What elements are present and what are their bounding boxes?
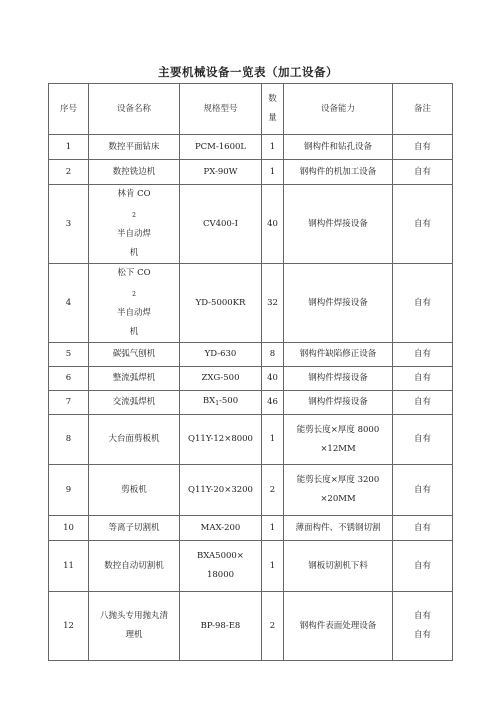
cell-remark: 自有 自有 (393, 592, 453, 661)
cell-capability: 钢构件焊接设备 (284, 185, 393, 264)
cell-model: $BX_1-500$ (180, 391, 262, 415)
cell-name: 剪板机 (89, 465, 180, 516)
cell-qty: 40 (262, 185, 284, 264)
cell-qty: 1 (262, 516, 284, 541)
cell-no: 6 (49, 367, 89, 391)
cell-model: Q11Y-20×3200 (180, 465, 262, 516)
cell-model: CV400-I (180, 185, 262, 264)
cell-model: Q11Y-12×8000 (180, 415, 262, 465)
cell-remark: 自有 (393, 541, 453, 592)
table-row (49, 516, 453, 541)
cell-model: PCM-1600L (180, 135, 262, 160)
header-no: 序号 (49, 84, 89, 135)
cell-qty: 1 (262, 415, 284, 465)
cell-no: 7 (49, 391, 89, 415)
cell-remark: 自有 (393, 160, 453, 185)
header-capability: 设备能力 (284, 84, 393, 135)
cell-no: 4 (49, 264, 89, 343)
cell-capability: 钢构件缺陷修正设备 (284, 343, 393, 367)
cell-name: 数控自动切割机 (89, 541, 180, 592)
cell-no: 10 (49, 516, 89, 541)
cell-model: PX-90W (180, 160, 262, 185)
cell-name: 大台面剪板机 (89, 415, 180, 465)
cell-model: YD-630 (180, 343, 262, 367)
table-row (49, 343, 453, 367)
header-model: 规格型号 (180, 84, 262, 135)
header-name: 设备名称 (89, 84, 180, 135)
table-row (49, 264, 453, 343)
table-row (49, 160, 453, 185)
cell-remark: 自有 (393, 185, 453, 264)
header-remark: 备注 (393, 84, 453, 135)
cell-no: 5 (49, 343, 89, 367)
cell-name: 八抛头专用抛丸清 理机 (89, 592, 180, 661)
cell-qty: 1 (262, 160, 284, 185)
cell-qty: 2 (262, 465, 284, 516)
cell-name: 交流弧焊机 (89, 391, 180, 415)
cell-name: 整流弧焊机 (89, 367, 180, 391)
table-row (49, 541, 453, 592)
table-row (49, 415, 453, 465)
header-qty: 数 量 (262, 84, 284, 135)
cell-capability: 能剪长度×厚度 8000 ×12MM (284, 415, 393, 465)
cell-capability: 钢构件的机加工设备 (284, 160, 393, 185)
cell-remark: 自有 (393, 367, 453, 391)
cell-no: 11 (49, 541, 89, 592)
cell-model: BXA5000× 18000 (180, 541, 262, 592)
cell-remark: 自有 (393, 465, 453, 516)
cell-no: 12 (49, 592, 89, 661)
cell-capability: 钢构件焊接设备 (284, 391, 393, 415)
table-row (49, 391, 453, 415)
equipment-table (48, 83, 453, 661)
cell-qty: 2 (262, 592, 284, 661)
cell-qty: 46 (262, 391, 284, 415)
cell-qty: 1 (262, 135, 284, 160)
cell-capability: 钢构件和钻孔设备 (284, 135, 393, 160)
table-row (49, 592, 453, 661)
cell-remark: 自有 (393, 391, 453, 415)
cell-model: MAX-200 (180, 516, 262, 541)
cell-model: BP-98-E8 (180, 592, 262, 661)
cell-remark: 自有 (393, 264, 453, 343)
header-row (49, 84, 453, 135)
cell-remark: 自有 (393, 135, 453, 160)
cell-capability: 能剪长度×厚度 3200 ×20MM (284, 465, 393, 516)
cell-name: 林肯 CO $_2$ 半自动焊 机 (89, 185, 180, 264)
cell-name: 松下 CO $_2$ 半自动焊 机 (89, 264, 180, 343)
cell-remark: 自有 (393, 343, 453, 367)
table-row (49, 185, 453, 264)
cell-no: 9 (49, 465, 89, 516)
cell-no: 2 (49, 160, 89, 185)
cell-capability: 钢板切割机下料 (284, 541, 393, 592)
cell-qty: 32 (262, 264, 284, 343)
cell-capability: 薄面构件、不锈钢切割 (284, 516, 393, 541)
cell-name: 碳弧气刨机 (89, 343, 180, 367)
cell-no: 3 (49, 185, 89, 264)
cell-no: 1 (49, 135, 89, 160)
table-row (49, 135, 453, 160)
cell-capability: 钢构件焊接设备 (284, 367, 393, 391)
cell-capability: 钢构件表面处理设备 (284, 592, 393, 661)
cell-qty: 8 (262, 343, 284, 367)
cell-no: 8 (49, 415, 89, 465)
cell-remark: 自有 (393, 516, 453, 541)
page-title: 主要机械设备一览表（加工设备） (158, 65, 338, 79)
cell-name: 数控铣边机 (89, 160, 180, 185)
cell-qty: 1 (262, 541, 284, 592)
cell-remark: 自有 (393, 415, 453, 465)
cell-model: ZXG-500 (180, 367, 262, 391)
cell-qty: 40 (262, 367, 284, 391)
table-row (49, 465, 453, 516)
cell-model: YD-5000KR (180, 264, 262, 343)
cell-capability: 钢构件焊接设备 (284, 264, 393, 343)
cell-name: 数控平面钻床 (89, 135, 180, 160)
table-row (49, 367, 453, 391)
cell-name: 等离子切割机 (89, 516, 180, 541)
